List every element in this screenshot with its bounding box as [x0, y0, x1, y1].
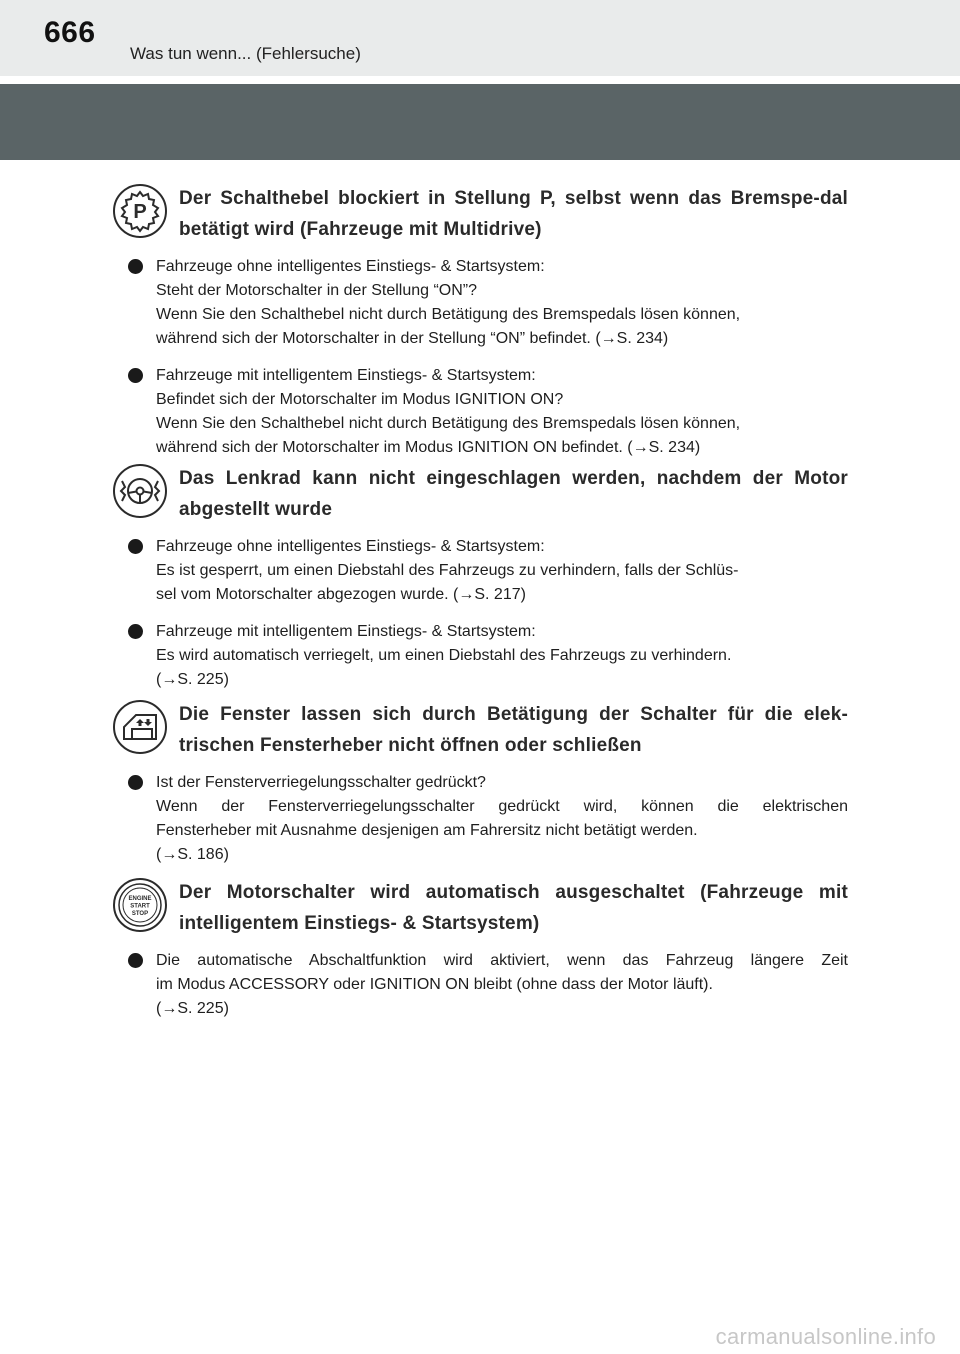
bullet-dot: [128, 368, 143, 383]
section-steering-wheel: [0, 463, 960, 692]
section-heading: Das Lenkrad kann nicht eingeschlagen werden, nachdem der Motor abgestellt wurde: [179, 468, 848, 520]
section-title: Was tun wenn... (Fehlersuche): [130, 44, 361, 63]
engine-start-stop-icon: [112, 877, 168, 933]
section-power-windows: [0, 699, 960, 867]
section-heading: Der Motorschalter wird automatisch ausgeschaltet (Fahrzeuge mit intelligentem Einstiegs- & Startsystem): [179, 882, 848, 934]
page-number: 666: [44, 16, 96, 49]
list-item: Fahrzeuge ohne intelligentes Einstiegs- & Startsystem: Steht der Motorschalter in der Stellung “ON”? Wenn Sie den Schalthebel nicht durch Betätigung des Bremspedals lösen können, während sich der Motorschalter in der Stellung “ON” befindet. (→S. 234): [0, 255, 960, 351]
section-shift-lever: [0, 183, 960, 460]
section-engine-switch: [0, 877, 960, 1021]
bullet-dot: [128, 775, 143, 790]
list-item: Fahrzeuge mit intelligentem Einstiegs- & Startsystem: Befindet sich der Motorschalter im Modus IGNITION ON? Wenn Sie den Schalthebel nicht durch Betätigung des Bremspedals lösen können, während sich der Motorschalter im Modus IGNITION ON befindet. (→S. 234): [0, 364, 960, 460]
icon-text-stop: STOP: [131, 911, 149, 917]
bullet-dot: [128, 953, 143, 968]
list-item: Ist der Fensterverriegelungsschalter gedrückt? Wenn der Fensterverriegelungsschalter gedrückt wird, können die elektrischen Fensterheber mit Ausnahme desjenigen am Fahrersitz nicht betätigt werden. (→S. 186): [0, 771, 960, 867]
bullet-dot: [128, 539, 143, 554]
bullet-dot: [128, 259, 143, 274]
icon-text-engine: ENGINE: [128, 896, 152, 902]
power-window-icon: [112, 699, 168, 755]
bullet-dot: [128, 624, 143, 639]
list-item: Die automatische Abschaltfunktion wird aktiviert, wenn das Fahrzeug längere Zeit im Modus ACCESSORY oder IGNITION ON bleibt (ohne dass der Motor läuft). (→S. 225): [0, 949, 960, 1021]
steering-lock-icon: [112, 463, 168, 519]
gear-p-icon: [112, 183, 168, 239]
section-heading: Die Fenster lassen sich durch Betätigung der Schalter für die elek-trischen Fensterheber nicht öffnen oder schließen: [179, 704, 848, 756]
icon-text-start: START: [130, 903, 150, 910]
header-band: [0, 84, 960, 160]
list-item: Fahrzeuge ohne intelligentes Einstiegs- & Startsystem: Es ist gesperrt, um einen Diebstahl des Fahrzeugs zu verhindern, falls der Schlüs- sel vom Motorschalter abgezogen wurde. (→S. 217): [0, 535, 960, 607]
section-heading: Der Schalthebel blockiert in Stellung P, selbst wenn das Bremspe-dal betätigt wird (Fahrzeuge mit Multidrive): [179, 188, 848, 240]
list-item: Fahrzeuge mit intelligentem Einstiegs- & Startsystem: Es wird automatisch verriegelt, um einen Diebstahl des Fahrzeugs zu verhindern. (→S. 225): [0, 620, 960, 692]
watermark: carmanualsonline.info: [715, 1324, 936, 1349]
svg-text:P: P: [133, 201, 147, 223]
page-header: [0, 0, 960, 76]
